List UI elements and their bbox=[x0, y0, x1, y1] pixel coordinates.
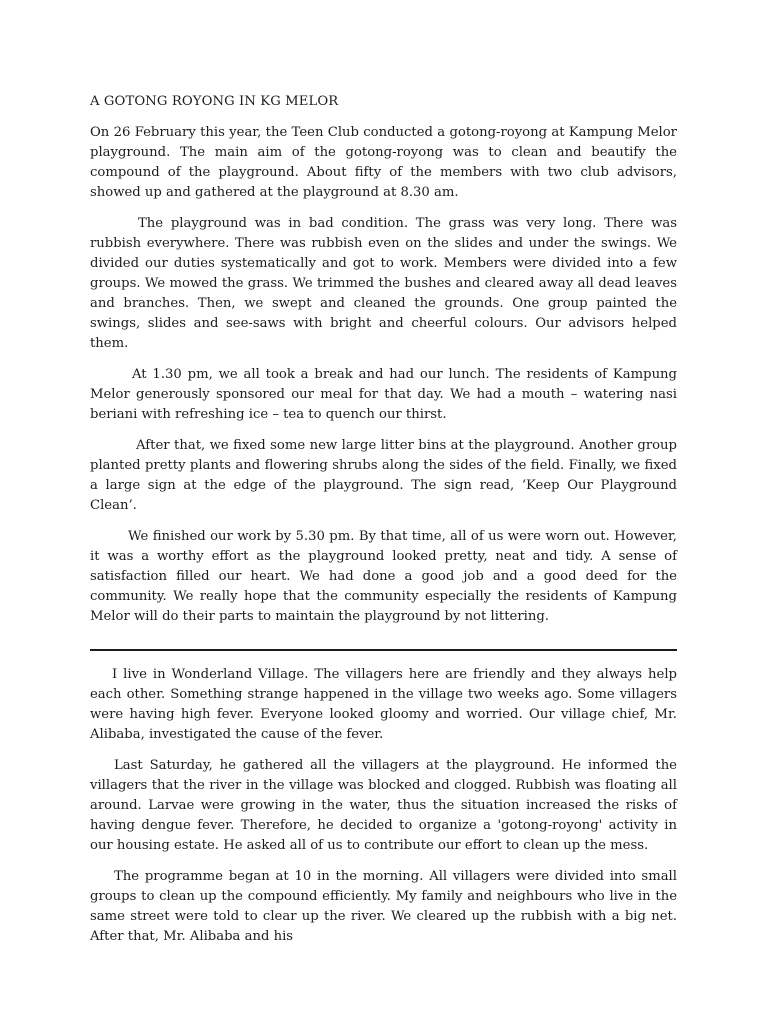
essay-wonderland-village bbox=[90, 665, 677, 947]
document-page bbox=[90, 92, 677, 958]
section-divider bbox=[90, 649, 677, 651]
essay1-paragraph-2: The playground was in bad condition. The grass was very long. There was rubbish everywhere. There was rubbish even on the slides and under the swings. We divided our duties systematically and got to work. Members were divided into a few groups. We mowed the grass. We trimmed the bushes and cleared away all dead leaves and branches. Then, we swept and cleaned the grounds. One group painted the swings, slides and see-saws with bright and cheerful colours. Our advisors helped them. bbox=[90, 216, 677, 351]
essay1-paragraph-3: At 1.30 pm, we all took a break and had our lunch. The residents of Kampung Melor generously sponsored our meal for that day. We had a mouth – watering nasi beriani with refreshing ice – tea to quench our thirst. bbox=[90, 367, 677, 422]
essay2-paragraph-3: The programme began at 10 in the morning. All villagers were divided into small groups to clean up the compound efficiently. My family and neighbours who live in the same street were told to clear up the river. We cleared up the rubbish with a big net. After that, Mr. Alibaba and his bbox=[90, 869, 677, 944]
essay1-paragraph-1: On 26 February this year, the Teen Club conducted a gotong-royong at Kampung Melor playground. The main aim of the gotong-royong was to clean and beautify the compound of the playground. About fifty of the members with two club advisors, showed up and gathered at the playground at 8.30 am. bbox=[90, 125, 677, 200]
essay1-paragraph-5: We finished our work by 5.30 pm. By that time, all of us were worn out. However, it was a worthy effort as the playground looked pretty, neat and tidy. A sense of satisfaction filled our heart. We had done a good job and a good deed for the community. We really hope that the community especially the residents of Kampung Melor will do their parts to maintain the playground by not littering. bbox=[90, 529, 677, 624]
essay-title: A GOTONG ROYONG IN KG MELOR bbox=[90, 94, 339, 109]
essay-gotong-royong-kg-melor bbox=[90, 92, 677, 627]
essay2-paragraph-2: Last Saturday, he gathered all the villagers at the playground. He informed the villagers that the river in the village was blocked and clogged. Rubbish was floating all around. Larvae were growing in the water, thus the situation increased the risks of having dengue fever. Therefore, he decided to organize a 'gotong-royong' activity in our housing estate. He asked all of us to contribute our effort to clean up the mess. bbox=[90, 758, 677, 853]
essay1-paragraph-4: After that, we fixed some new large litter bins at the playground. Another group planted pretty plants and flowering shrubs along the sides of the field. Finally, we fixed a large sign at the edge of the playground. The sign read, ‘Keep Our Playground Clean’. bbox=[90, 438, 677, 513]
essay2-paragraph-1: I live in Wonderland Village. The villagers here are friendly and they always help each other. Something strange happened in the village two weeks ago. Some villagers were having high fever. Everyone looked gloomy and worried. Our village chief, Mr. Alibaba, investigated the cause of the fever. bbox=[90, 667, 677, 742]
